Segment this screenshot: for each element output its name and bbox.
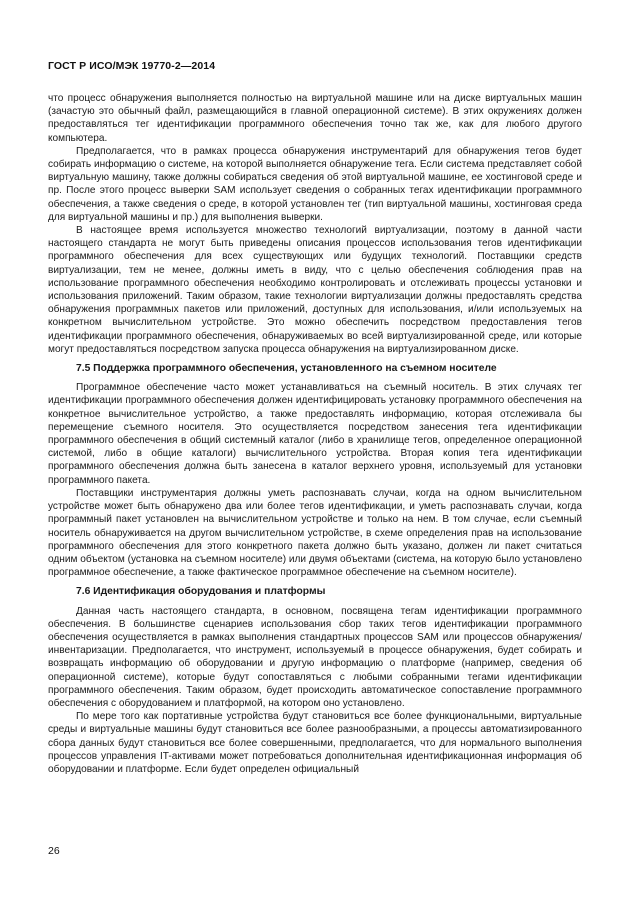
page-number: 26 — [48, 845, 60, 857]
paragraph: Данная часть настоящего стандарта, в основном, посвящена тегам идентификации программного обеспечения. В большинстве сценариев использования сбор таких тегов идентификации программного обеспечения осуществляется в рамках выполнения стандартных процессов SAM или процессов обнаружения/инвентаризации. Предполагается, что инструмент, используемый в процессе обнаружения, будет собирать и возвращать информацию об оборудовании и другую информацию о платформе (например, сведения об операционной системе), которые будут сопоставляться с любыми собранными тегами идентификации программного обеспечения. Таким образом, будет происходить автоматическое сопоставление программного обеспечения с оборудованием и платформой, на котором оно установлено. — [48, 605, 582, 709]
paragraph: Программное обеспечение часто может устанавливаться на съемный носитель. В этих случаях тег идентификации программного обеспечения должен идентифицировать установку программного обеспечения на конкретное вычислительное устройство, а также предоставлять информацию, которая отслеживала бы перемещение съемного носителя. Это осуществляется посредством занесения тега идентификации программного обеспечения в общий системный каталог (либо в хранилище тегов, определенное операционной системой, либо в общие каталоги) вычислительного устройства. Вторая копия тега идентификации программного обеспечения должна быть занесена в каталог верхнего уровня, используемый для установки программного пакета. — [48, 382, 582, 486]
paragraph: Предполагается, что в рамках процесса обнаружения инструментарий для обнаружения тегов будет собирать информацию о системе, на которой выполняется обнаружение тега. Если система представляет собой виртуальную машину, также должны собираться сведения об этой виртуальной машине, ее хостинговой среде и пр. После этого процесс выверки SAM использует сведения о собранных тегах идентификации программного обеспечения, а также сведения о среде, в которой установлен тег (тип виртуальной машины, хостинговая среда для виртуальной машины и пр.) для выполнения выверки. — [48, 145, 582, 223]
document-body — [48, 92, 582, 776]
paragraph: Поставщики инструментария должны уметь распознавать случаи, когда на одном вычислительном устройстве может быть обнаружено два или более тегов идентификации, и уметь распознавать случаи, когда программный пакет установлен на вычислительном устройстве и только на нем. В том случае, если съемный носитель обнаруживается на другом вычислительном устройстве, в схеме определения прав на использование программного обеспечения для этого конкретного пакета должно быть указано, должен ли пакет считаться одним объектом (установка на съемном носителе) или двумя объектами (система, на которую было установлено программное обеспечение, а также фактическое программное обеспечение на съемном носителе). — [48, 487, 582, 579]
paragraph: По мере того как портативные устройства будут становиться все более функциональными, виртуальные среды и виртуальные машины будут становиться все более разнообразными, а процессы автоматизированного сбора данных будут становиться все более совершенными, предполагается, что для нормального выполнения процессов управления IT-активами может потребоваться дополнительная идентификационная информация об оборудовании и платформе. Если будет определен официальный — [48, 711, 582, 775]
paragraph: В настоящее время используется множество технологий виртуализации, поэтому в данной части настоящего стандарта не могут быть приведены описания процессов использования тегов идентификации программного обеспечения для всех существующих или будущих технологий. Поставщики средств виртуализации, тем не менее, должны иметь в виду, что с целью обеспечения соблюдения прав на использование программного обеспечения необходимо контролировать и отслеживать процессы установки и использования приложений. Таким образом, такие технологии виртуализации должны предоставлять средства обнаружения программных пакетов или приложений, доступных для использования, и/или используемых на конкретном вычислительном устройстве. Это можно обеспечить посредством предоставления тегов идентификации программного обеспечения, обнаруживаемых во всей виртуализированной среде, или которые могут предоставляться посредством запуска процесса обнаружения на виртуализированном диске. — [48, 225, 582, 355]
document-header: ГОСТ Р ИСО/МЭК 19770-2—2014 — [48, 60, 216, 72]
section-heading-7-5: 7.5 Поддержка программного обеспечения, установленного на съемном носителе — [76, 363, 497, 375]
paragraph: что процесс обнаружения выполняется полностью на виртуальной машине или на диске виртуальных машин (зачастую это обычный файл, размещающийся в главной операционной системе). В этих окружениях должен предоставляться тег идентификации программного обеспечения точно так же, как для любого другого компьютера. — [48, 93, 582, 144]
section-heading-7-6: 7.6 Идентификация оборудования и платформы — [76, 586, 326, 598]
